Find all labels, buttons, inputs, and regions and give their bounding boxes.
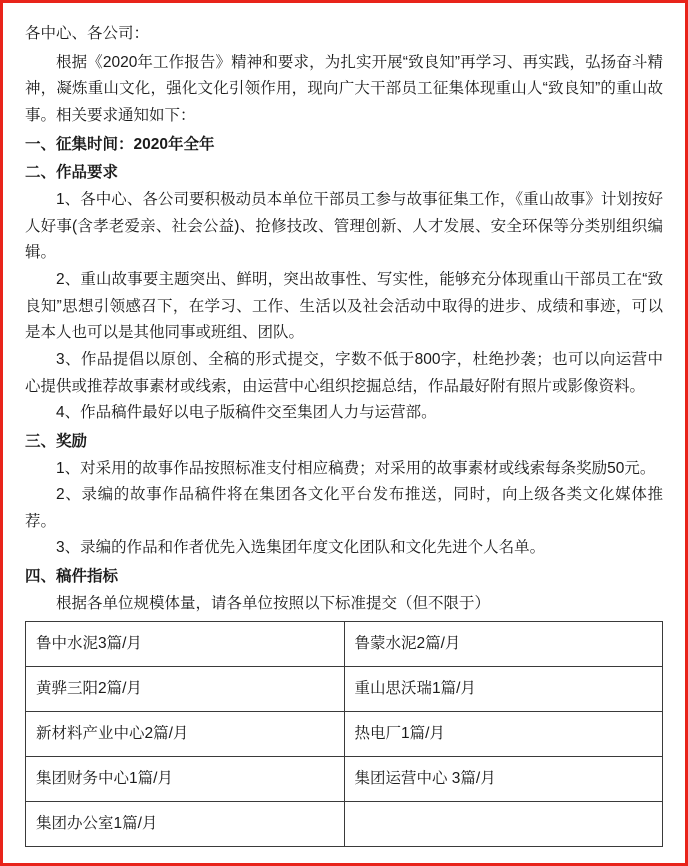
- quota-cell: 集团财务中心1篇/月: [26, 757, 345, 802]
- table-row: [26, 667, 663, 712]
- section-heading-1: 一、征集时间：2020年全年: [25, 135, 215, 153]
- section-4-item-1: 根据各单位规模体量，请各单位按照以下标准提交（但不限于）: [56, 594, 491, 612]
- intro-paragraph: 根据《2020年工作报告》精神和要求，为扎实开展“致良知”再学习、再实践，弘扬奋斗精神，凝炼重山文化，强化文化引领作用，现向广大干部员工征集体现重山人“致良知”的重山故事。相关要求通知如下：: [25, 53, 663, 124]
- quota-table: [25, 621, 663, 847]
- quota-cell-empty: [344, 802, 663, 847]
- section-2-item-2: 2、重山故事要主题突出、鲜明，突出故事性、写实性，能够充分体现重山干部员工在“致良知”思想引领感召下，在学习、工作、生活以及社会活动中取得的进步、成绩和事迹，可以是本人也可以是其他同事或班组、团队。: [25, 270, 663, 342]
- quota-cell: 集团办公室1篇/月: [26, 802, 345, 847]
- quota-cell: 鲁中水泥3篇/月: [26, 622, 345, 667]
- section-3-item-3: 3、录编的作品和作者优先入选集团年度文化团队和文化先进个人名单。: [56, 539, 546, 557]
- quota-cell: 黄骅三阳2篇/月: [26, 667, 345, 712]
- document-body: [25, 21, 663, 847]
- section-2-item-4: 4、作品稿件最好以电子版稿件交至集团人力与运营部。: [56, 404, 437, 422]
- quota-cell: 新材料产业中心2篇/月: [26, 712, 345, 757]
- quota-cell: 鲁蒙水泥2篇/月: [344, 622, 663, 667]
- section-3-item-1: 1、对采用的故事作品按照标准支付相应稿费；对采用的故事素材或线索每条奖励50元。: [56, 459, 656, 477]
- table-row: [26, 802, 663, 847]
- quota-cell: 重山思沃瑞1篇/月: [344, 667, 663, 712]
- table-row: [26, 757, 663, 802]
- section-heading-3: 三、奖励: [25, 432, 88, 450]
- section-2-item-3: 3、作品提倡以原创、全稿的形式提交，字数不低于800字，杜绝抄袭；也可以向运营中心提供或推荐故事素材或线索，由运营中心组织挖掘总结，作品最好附有照片或影像资料。: [25, 350, 663, 395]
- table-row: [26, 622, 663, 667]
- salutation: 各中心、各公司：: [25, 25, 150, 42]
- section-3-item-2: 2、录编的故事作品稿件将在集团各文化平台发布推送，同时，向上级各类文化媒体推荐。: [25, 486, 663, 530]
- section-heading-4: 四、稿件指标: [25, 568, 119, 586]
- quota-table-wrapper: [25, 621, 663, 847]
- section-2-item-1: 1、各中心、各公司要积极动员本单位干部员工参与故事征集工作，《重山故事》计划按好人好事(含孝老爱亲、社会公益)、抢修技改、管理创新、人才发展、安全环保等分类别组织编辑。: [25, 190, 663, 262]
- table-row: [26, 712, 663, 757]
- quota-cell: 集团运营中心 3篇/月: [344, 757, 663, 802]
- section-heading-2: 二、作品要求: [25, 164, 119, 182]
- quota-cell: 热电厂1篇/月: [344, 712, 663, 757]
